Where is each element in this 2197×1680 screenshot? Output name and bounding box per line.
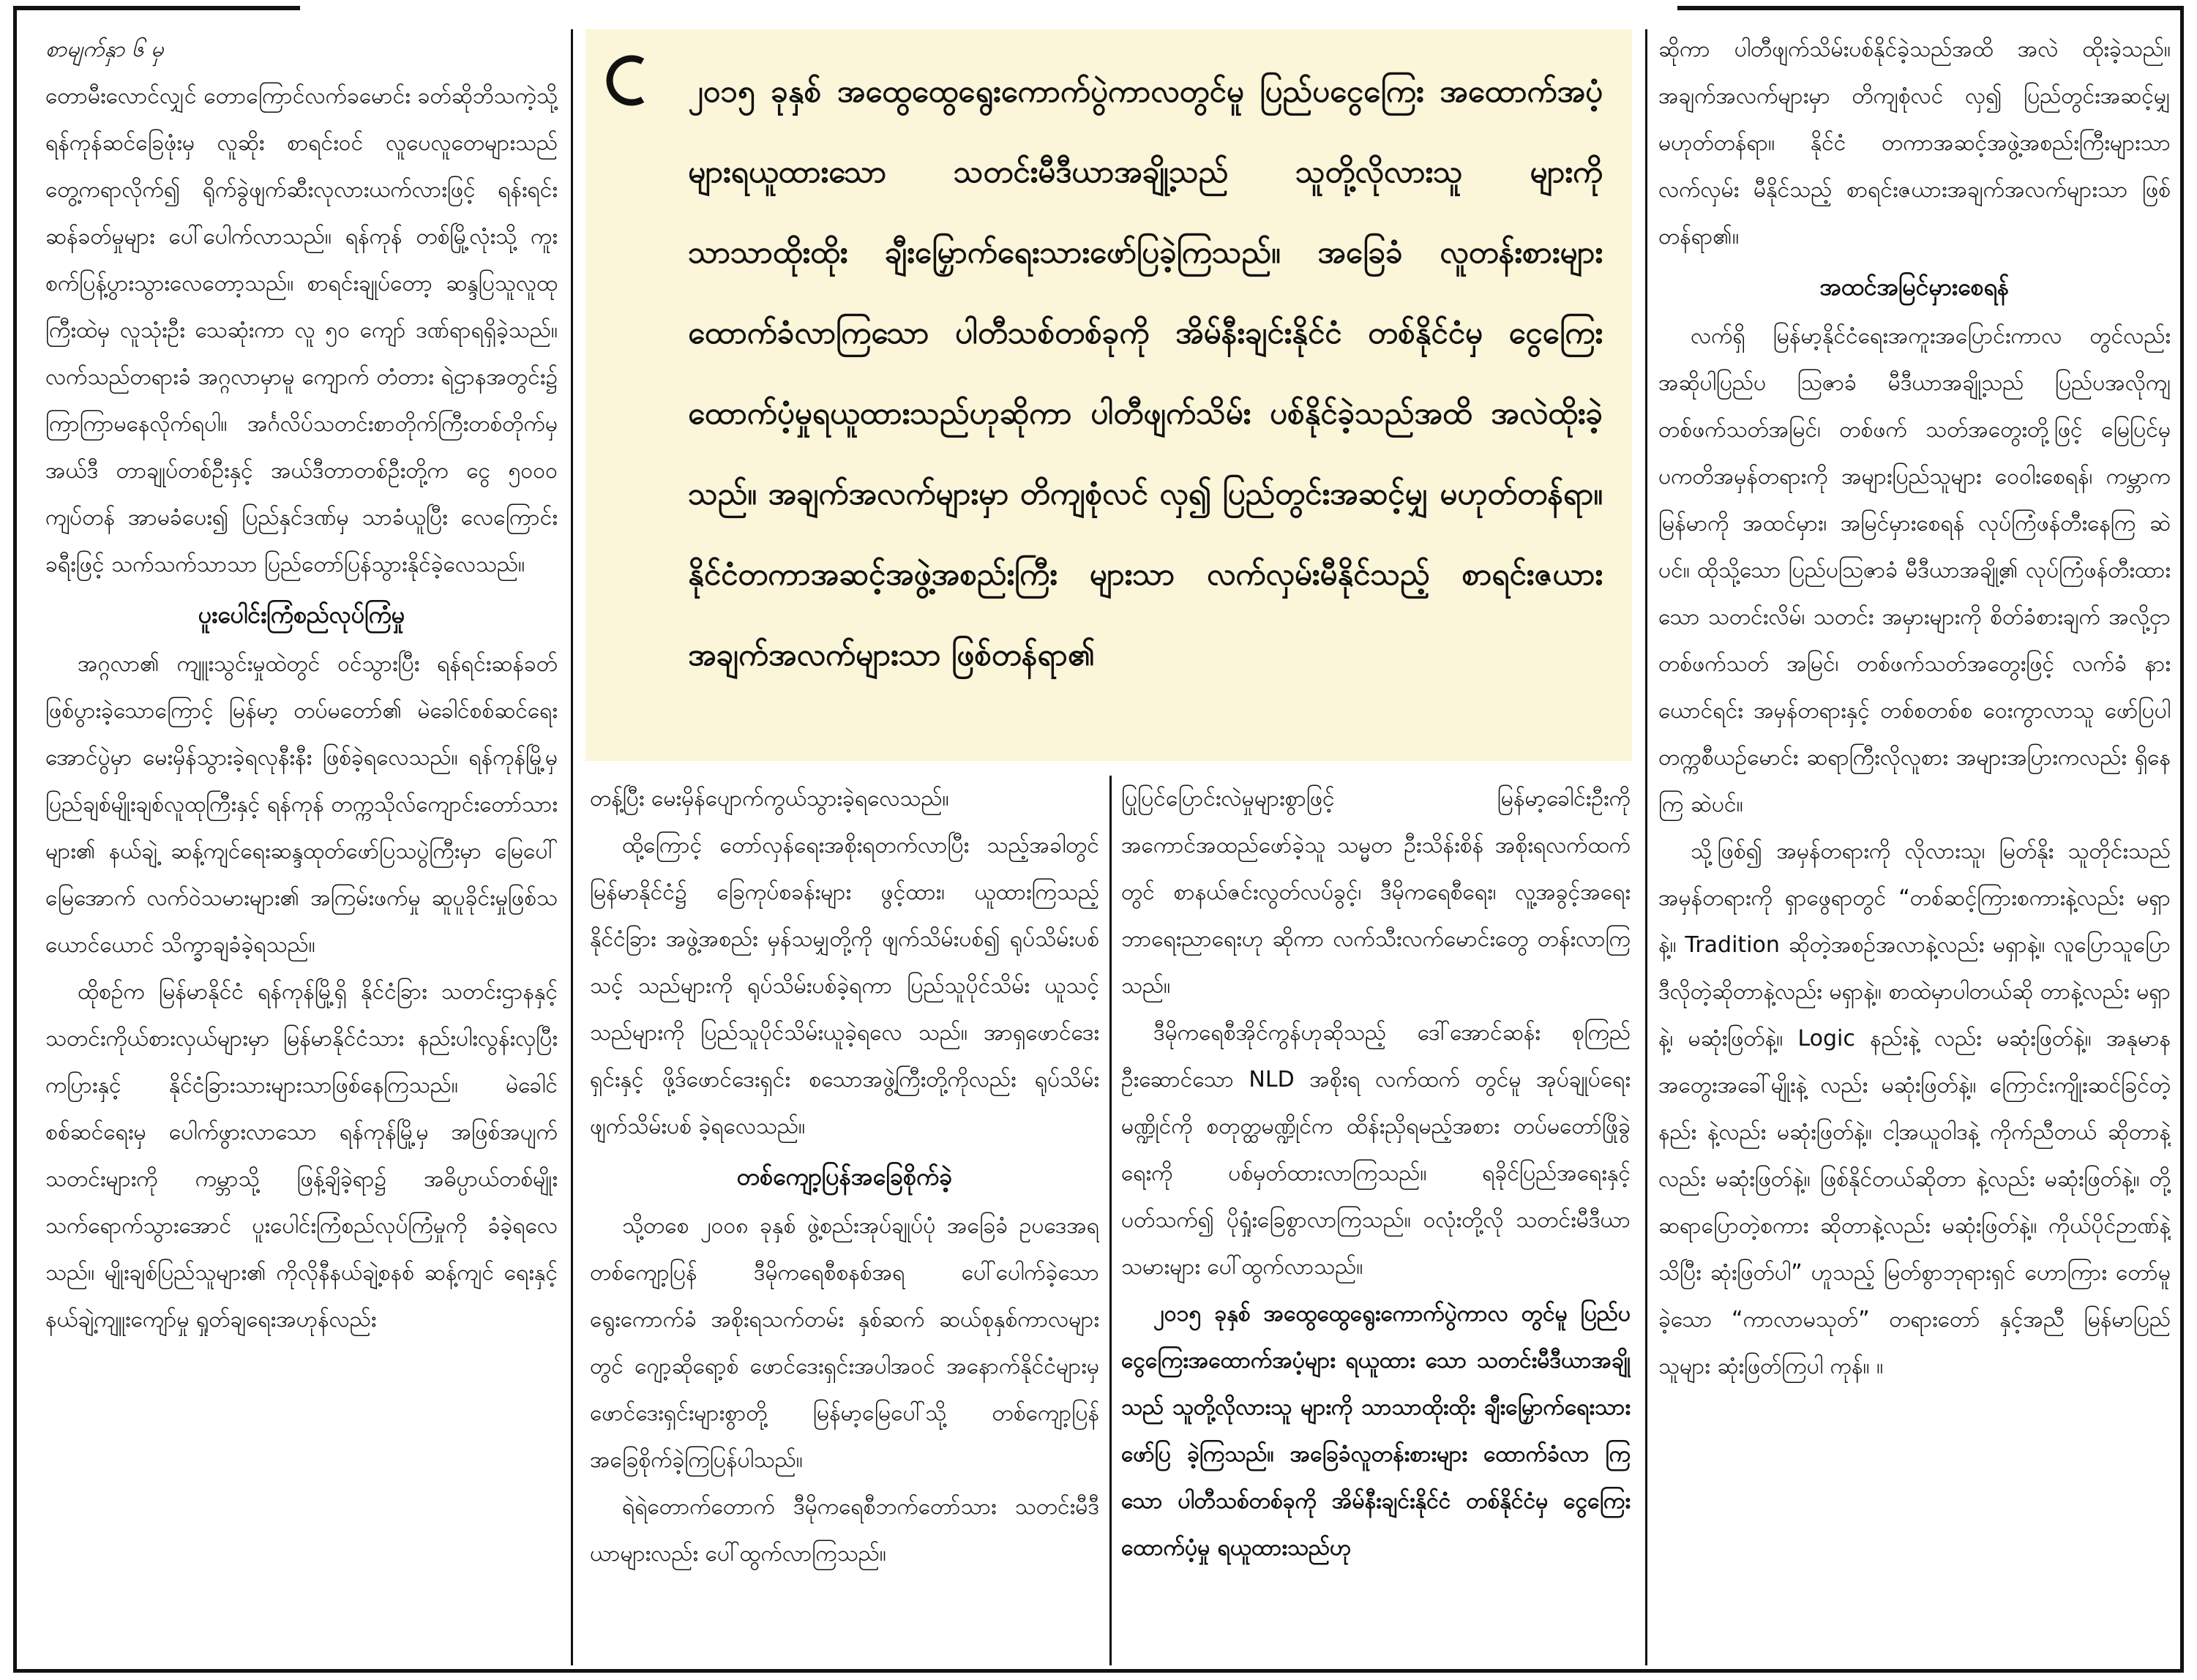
column-2-paragraph-4: ရဲရဲတောက်တောက် ဒီမိုကရေစီဘက်တော်သား သတင်းမီဒီယာများလည်း ပေါ်ထွက်လာကြသည်။ bbox=[590, 1494, 1099, 1567]
column-2 bbox=[590, 776, 1099, 1665]
pull-quote-text: ၂၀၁၅ ခုနှစ် အထွေထွေရွေးကောက်ပွဲကာလတွင်မူ ပြည်ပငွေကြေး အထောက်အပံ့များရယူထားသော သတင်းမီဒီယာအချို့သည် သူတို့လိုလားသူ များကို သာသာထိုးထိုး ချီးမြှောက်ရေးသားဖော်ပြခဲ့ကြသည်။ အခြေခံ လူတန်းစားများ ထောက်ခံလာကြသော ပါတီသစ်တစ်ခုကို အိမ်နီးချင်းနိုင်ငံ တစ်နိုင်ငံမှ ငွေကြေးထောက်ပံ့မှုရယူထားသည်ဟုဆိုကာ ပါတီဖျက်သိမ်း ပစ်နိုင်ခဲ့သည်အထိ အလဲထိုးခဲ့သည်။ အချက်အလက်များမှာ တိကျစုံလင် လှ၍ ပြည်တွင်းအဆင့်မျှ မဟုတ်တန်ရာ။ နိုင်ငံတကာအဆင့်အဖွဲ့အစည်းကြီး များသာ လက်လှမ်းမီနိုင်သည့် စာရင်းဇယားအချက်အလက်များသာ ဖြစ်တန်ရာ၏ bbox=[688, 73, 1603, 672]
column-2-heading: တစ်ကျော့ပြန်အခြေစိုက်ခဲ့ bbox=[736, 1163, 953, 1190]
column-rule-3 bbox=[1645, 29, 1647, 1665]
continuation-label: စာမျက်နှာ ၆ မှ bbox=[45, 37, 164, 62]
column-3 bbox=[1121, 776, 1631, 1665]
column-rule-1 bbox=[571, 29, 573, 1665]
quote-mark-icon bbox=[602, 54, 648, 107]
column-4-paragraph-3: သို့ဖြစ်၍ အမှန်တရားကို လိုလားသူ၊ မြတ်နိုး သူတိုင်းသည် အမှန်တရားကို ရှာဖွေရာတွင် “တစ်ဆင့်ကြားစကားနဲ့လည်း မရှာနဲ့။ Tradition ဆိုတဲ့အစဉ်အလာနဲ့လည်း မရှာနဲ့။ လူပြောသူပြော ဒီလိုတဲ့ဆိုတာနဲ့လည်း မရှာနဲ့။ စာထဲမှာပါတယ်ဆို တာနဲ့လည်း မရှာနဲ့၊ မဆုံးဖြတ်နဲ့။ Logic နည်းနဲ့ လည်း မဆုံးဖြတ်နဲ့။ အနုမာန အတွေးအခေါ်မျိုးနဲ့ လည်း မဆုံးဖြတ်နဲ့။ ကြောင်းကျိုးဆင်ခြင်တဲ့နည်း နဲ့လည်း မဆုံးဖြတ်နဲ့။ ငါ့အယူဝါဒနဲ့ ကိုက်ညီတယ် ဆိုတာနဲ့လည်း မဆုံးဖြတ်နဲ့။ ဖြစ်နိုင်တယ်ဆိုတာ နဲ့လည်း မဆုံးဖြတ်နဲ့။ တို့ဆရာပြောတဲ့စကား ဆိုတာနဲ့လည်း မဆုံးဖြတ်နဲ့။ ကိုယ်ပိုင်ဉာဏ်နဲ့သိပြီး ဆုံးဖြတ်ပါ” ဟူသည့် မြတ်စွာဘုရားရှင် ဟောကြား တော်မူခဲ့သော “ကာလာမသုတ်” တရားတော် နှင့်အညီ မြန်မာပြည်သူများ ဆုံးဖြတ်ကြပါ ကုန်။ ။ bbox=[1658, 839, 2171, 1379]
column-1-paragraph-3: ထိုစဉ်က မြန်မာနိုင်ငံ ရန်ကုန်မြို့ရှိ နိုင်ငံခြား သတင်းဌာနနှင့် သတင်းကိုယ်စားလှယ်များမှာ မြန်မာနိုင်ငံသား နည်းပါးလွန်းလှပြီး ကပြားနှင့် နိုင်ငံခြားသားများသာဖြစ်နေကြသည်။ မဲခေါင် စစ်ဆင်ရေးမှ ပေါက်ဖွားလာသော ရန်ကုန်မြို့မှ အဖြစ်အပျက်သတင်းများကို ကမ္ဘာသို့ ဖြန့်ချိခဲ့ရာ၌ အဓိပ္ပာယ်တစ်မျိုး သက်ရောက်သွားအောင် ပူးပေါင်းကြံစည်လုပ်ကြံမှုကို ခံခဲ့ရလေသည်။ မျိုးချစ်ပြည်သူများ၏ ကိုလိုနီနယ်ချဲ့စနစ် ဆန့်ကျင် ရေးနှင့် နယ်ချဲ့ကျူးကျော်မှု ရှုတ်ချရေးအဟုန်လည်း bbox=[45, 979, 558, 1332]
column-1-paragraph-1: တောမီးလောင်လျှင် တောကြောင်လက်ခမောင်း ခတ်ဆိုဘိသကဲ့သို့ ရန်ကုန်ဆင်ခြေဖုံးမှ လူဆိုး စာရင်းဝင် လူပေလူတေများသည် တွေ့ကရာလိုက်၍ ရိုက်ခွဲဖျက်ဆီးလုလားယက်လားဖြင့် ရန်းရင်း ဆန်ခတ်မှုများ ပေါ်ပေါက်လာသည်။ ရန်ကုန် တစ်မြို့လုံးသို့ ကူးစက်ပြန့်ပွားသွားလေတော့သည်။ စာရင်းချုပ်တော့ ဆန္ဒပြသူလူထုကြီးထဲမှ လူသုံးဦး သေဆုံးကာ လူ ၅၀ ကျော် ဒဏ်ရာရရှိခဲ့သည်။ လက်သည်တရားခံ အဂ္ဂလာမှာမူ ကျောက် တံတား ရဲဌာနအတွင်း၌ ကြာကြာမနေလိုက်ရပါ။ အင်္ဂလိပ်သတင်းစာတိုက်ကြီးတစ်တိုက်မှ အယ်ဒီ တာချုပ်တစ်ဦးနှင့် အယ်ဒီတာတစ်ဦးတို့က ငွေ ၅၀၀၀ ကျပ်တန် အာမခံပေး၍ ပြည်နှင်ဒဏ်မှ သာခံယူပြီး လေကြောင်းခရီးဖြင့် သက်သက်သာသာ ပြည်တော်ပြန်သွားနိုင်ခဲ့လေသည်။ bbox=[45, 83, 558, 577]
column-4-paragraph-2: လက်ရှိ မြန်မာ့နိုင်ငံရေးအကူးအပြောင်းကာလ တွင်လည်း အဆိုပါပြည်ပ ဩဇာခံ မီဒီယာအချို့သည် ပြည်ပအလိုကျ တစ်ဖက်သတ်အမြင်၊ တစ်ဖက် သတ်အတွေးတို့ဖြင့် မြေပြင်မှ ပကတိအမှန်တရားကို အများပြည်သူများ ဝေဝါးစေရန်၊ ကမ္ဘာက မြန်မာကို အထင်မှား၊ အမြင်မှားစေရန် လုပ်ကြံဖန်တီးနေကြ ဆဲပင်။ ထိုသို့သော ပြည်ပဩဇာခံ မီဒီယာအချို့၏ လုပ်ကြံဖန်တီးထားသော သတင်းလိမ်၊ သတင်း အမှားများကို စိတ်ခံစားချက် အလို့ငှာ တစ်ဖက်သတ် အမြင်၊ တစ်ဖက်သတ်အတွေးဖြင့် လက်ခံ နားယောင်ရင်း အမှန်တရားနှင့် တစ်စတစ်စ ဝေးကွာလာသူ ဖော်ပြပါ တက္ကစီယဉ်မောင်း ဆရာကြီးလိုလူစား အများအပြားကလည်း ရှိနေကြ ဆဲပင်။ bbox=[1658, 323, 2171, 817]
column-2-paragraph-2: ထို့ကြောင့် တော်လှန်ရေးအစိုးရတက်လာပြီး သည့်အခါတွင် မြန်မာနိုင်ငံ၌ ခြေကုပ်စခန်းများ ဖွင့်ထား၊ ယူထားကြသည့် နိုင်ငံခြား အဖွဲ့အစည်း မှန်သမျှတို့ကို ဖျက်သိမ်းပစ်၍ ရုပ်သိမ်းပစ်သင့် သည်များကို ရုပ်သိမ်းပစ်ခဲ့ရကာ ပြည်သူပိုင်သိမ်း ယူသင့်သည်များကို ပြည်သူပိုင်သိမ်းယူခဲ့ရလေ သည်။ အာရှဖောင်ဒေးရှင်းနှင့် ဖို့ဒ်ဖောင်ဒေးရှင်း စသောအဖွဲ့ကြီးတို့ကိုလည်း ရုပ်သိမ်းဖျက်သိမ်းပစ် ခဲ့ရလေသည်။ bbox=[590, 833, 1099, 1139]
column-3-paragraph-1: ပြုပြင်ပြောင်းလဲမှုများစွာဖြင့် မြန်မာ့ခေါင်းဦးကို အကောင်အထည်ဖော်ခဲ့သူ သမ္မတ ဦးသိန်းစိန် အစိုးရလက်ထက်တွင် စာနယ်ဇင်းလွတ်လပ်ခွင့်၊ ဒီမိုကရေစီရေး၊ လူ့အခွင့်အရေး ဘာရေးညာရေးဟု ဆိုကာ လက်သီးလက်မောင်းတွေ တန်းလာကြ သည်။ bbox=[1121, 786, 1631, 999]
column-3-paragraph-3: ၂၀၁၅ ခုနှစ် အထွေထွေရွေးကောက်ပွဲကာလ တွင်မူ ပြည်ပငွေကြေးအထောက်အပံ့များ ရယူထား သော သတင်းမီဒီယာအချို့သည် သူတို့လိုလားသူ များကို သာသာထိုးထိုး ချီးမြှောက်ရေးသားဖော်ပြ ခဲ့ကြသည်။ အခြေခံလူတန်းစားများ ထောက်ခံလာ ကြသော ပါတီသစ်တစ်ခုကို အိမ်နီးချင်းနိုင်ငံ တစ်နိုင်ငံမှ ငွေကြေးထောက်ပံ့မှု ရယူထားသည်ဟု bbox=[1121, 1301, 1631, 1561]
column-1 bbox=[45, 26, 558, 1665]
column-1-heading: ပူးပေါင်းကြံစည်လုပ်ကြံမှု bbox=[198, 601, 405, 629]
column-4-heading: အထင်အမြင်မှားစေရန် bbox=[1819, 273, 2010, 301]
column-2-paragraph-1: တန့်ပြီး မေးမှိန်ပျောက်ကွယ်သွားခဲ့ရလေသည်။ bbox=[590, 786, 949, 811]
column-4-paragraph-1: ဆိုကာ ပါတီဖျက်သိမ်းပစ်နိုင်ခဲ့သည်အထိ အလဲ ထိုးခဲ့သည်။ အချက်အလက်များမှာ တိကျစုံလင် လှ၍ ပြည်တွင်းအဆင့်မျှ မဟုတ်တန်ရာ။ နိုင်ငံ တကာအဆင့်အဖွဲ့အစည်းကြီးများသာ လက်လှမ်း မီနိုင်သည့် စာရင်းဇယားအချက်အလက်များသာ ဖြစ်တန်ရာ၏။ bbox=[1658, 37, 2171, 250]
column-3-paragraph-2: ဒီမိုကရေစီအိုင်ကွန်ဟုဆိုသည့် ဒေါ်အောင်ဆန်း စုကြည် ဦးဆောင်သော NLD အစိုးရ လက်ထက် တွင်မူ အုပ်ချုပ်ရေးမဏ္ဍိုင်ကို စတုတ္ထမဏ္ဍိုင်က ထိန်းညှိရမည့်အစား တပ်မတော်ဖြိုခွဲရေးကို ပစ်မှတ်ထားလာကြသည်။ ရခိုင်ပြည်အရေးနှင့် ပတ်သက်၍ ပိုရှုံးခြေစွာလာကြသည်။ ဝလုံးတို့လို သတင်းမီဒီယာသမားများ ပေါ်ထွက်လာသည်။ bbox=[1121, 1020, 1631, 1280]
column-rule-2 bbox=[1109, 776, 1112, 1665]
column-2-paragraph-3: သို့တစေ ၂၀၀၈ ခုနှစ် ဖွဲ့စည်းအုပ်ချုပ်ပုံ အခြေခံ ဥပဒေအရ တစ်ကျော့ပြန် ဒီမိုကရေစီစနစ်အရ ပေါ်ပေါက်ခဲ့သော ရွေးကောက်ခံ အစိုးရသက်တမ်း နှစ်ဆက် ဆယ်စုနှစ်ကာလများတွင် ဂျော့ဆိုရော့စ် ဖောင်ဒေးရှင်းအပါအဝင် အနောက်နိုင်ငံများမှ ဖောင်ဒေးရှင်းများစွာတို့ မြန်မာ့မြေပေါ်သို့ တစ်ကျော့ပြန် အခြေစိုက်ခဲ့ကြပြန်ပါသည်။ bbox=[590, 1213, 1099, 1473]
column-4 bbox=[1658, 26, 2171, 1665]
column-1-paragraph-2: အဂ္ဂလာ၏ ကျူးသွင်းမှုထဲတွင် ဝင်သွားပြီး ရန်ရင်းဆန်ခတ်ဖြစ်ပွားခဲ့သောကြောင့် မြန်မာ့ တပ်မတော်၏ မဲခေါင်စစ်ဆင်ရေးအောင်ပွဲမှာ မေးမှိန်သွားခဲ့ရလုနီးနီး ဖြစ်ခဲ့ရလေသည်။ ရန်ကုန်မြို့မှ ပြည်ချစ်မျိုးချစ်လူထုကြီးနှင့် ရန်ကုန် တက္ကသိုလ်ကျောင်းတော်သားများ၏ နယ်ချဲ့ ဆန့်ကျင်ရေးဆန္ဒထုတ်ဖော်ပြသပွဲကြီးမှာ မြေပေါ် မြေအောက် လက်ဝဲသမားများ၏ အကြမ်းဖက်မှု ဆူပူခိုင်းမှုဖြစ်သယောင်ယောင် သိက္ခာချခံခဲ့ရသည်။ bbox=[45, 651, 558, 958]
pull-quote-box bbox=[585, 29, 1632, 761]
